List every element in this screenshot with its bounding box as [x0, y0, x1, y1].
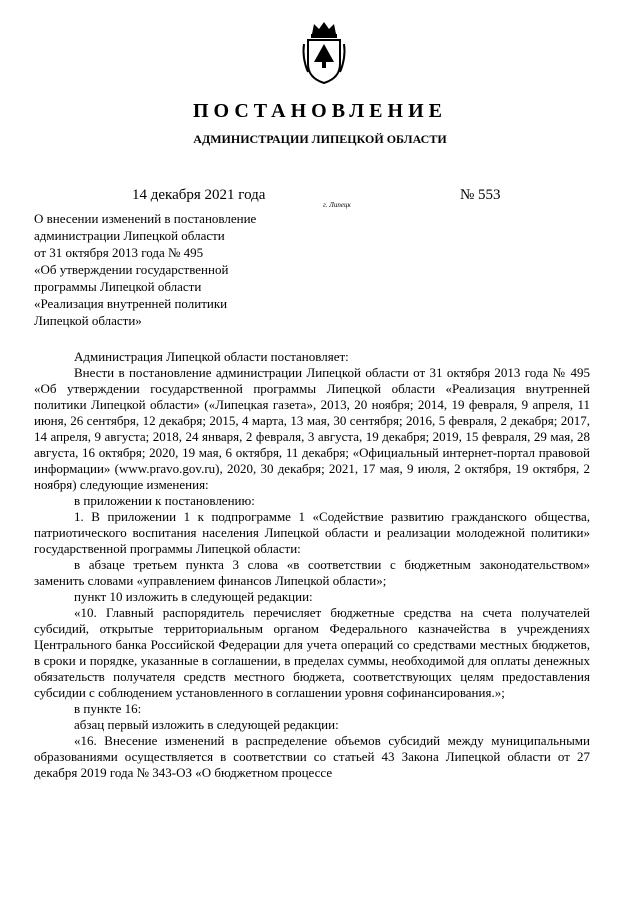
subject-line: программы Липецкой области — [34, 279, 202, 294]
issuing-authority: АДМИНИСТРАЦИИ ЛИПЕЦКОЙ ОБЛАСТИ — [193, 132, 447, 146]
body-paragraph: пункт 10 изложить в следующей редакции: — [74, 589, 313, 604]
document-city: г. Липецк — [323, 201, 351, 209]
subject-line: О внесении изменений в постановление — [34, 211, 257, 226]
body-paragraph: в приложении к постановлению: — [74, 493, 255, 508]
document-title: ПОСТАНОВЛЕНИЕ — [193, 100, 447, 122]
subject-line: Липецкой области» — [34, 313, 142, 328]
body-paragraph: в пункте 16: — [74, 701, 142, 716]
document-number: № 553 — [460, 187, 501, 203]
subject-line: «Реализация внутренней политики — [34, 296, 228, 311]
coat-of-arms-icon — [300, 20, 348, 86]
subject-line: «Об утверждении государственной — [34, 262, 229, 277]
document-date: 14 декабря 2021 года — [132, 187, 266, 203]
body-paragraph: Внести в постановление администрации Липецкой области от 31 октября 2013 года № 495 «Об утверждении государственной программы Липецкой области «Реализация внутренней политики Липецкой области» («Липецкая газета», 2013, 20 ноября; 2014, 19 февраля, 9 апреля, 11 июня, 26 сентября, 12 декабря; 2015, 4 марта, 13 мая, 30 сентября; 2016, 5 февраля, 2 декабря; 2017, 14 апреля, 9 августа; 2018, 24 января, 2 февраля, 3 августа, 19 декабря; 2019, 15 февраля, 29 мая, 28 августа, 16 октября; 2020, 19 мая, 6 октября, 11 декабря; «Официальный интернет-портал правовой информации» (www.pravo.gov.ru), 2020, 30 декабря; 2021, 17 мая, 9 июля, 2 октября, 19 октября, 2 ноября) следующие изменения: — [34, 365, 590, 492]
body-paragraph: «16. Внесение изменений в распределение объемов субсидий между муниципальными образованиями осуществляется в соответствии со статьей 43 Закона Липецкой области от 27 декабря 2019 года № 343-ОЗ «О бюджетном процессе — [34, 733, 590, 780]
body-paragraph: абзац первый изложить в следующей редакции: — [74, 717, 339, 732]
body-paragraph: «10. Главный распорядитель перечисляет бюджетные средства на счета получателей субсидий, открытые территориальным органом Федерального казначейства в учреждениях Центрального банка Российской Федерации для учета операций со средствами местных бюджетов, в сроки и порядке, указанные в соглашении, в пределах суммы, необходимой для оплаты денежных обязательств получателя средств местного бюджета, соответствующих целям предоставления субсидии с соблюдением установленного в соглашении уровня софинансирования.»; — [34, 605, 590, 700]
body-paragraph: Администрация Липецкой области постановляет: — [74, 349, 349, 364]
document-body — [34, 349, 590, 781]
body-paragraph: 1. В приложении 1 к подпрограмме 1 «Содействие развитию гражданского общества, патриотического воспитания населения Липецкой области и реализации молодежной политики» государственной программы Липецкой области: — [34, 509, 590, 556]
document-subject — [34, 210, 256, 329]
body-paragraph: в абзаце третьем пункта 3 слова «в соответствии с бюджетным законодательством» заменить словами «управлением финансов Липецкой области»; — [34, 557, 590, 588]
subject-line: администрации Липецкой области — [34, 228, 225, 243]
subject-line: от 31 октября 2013 года № 495 — [34, 245, 204, 260]
